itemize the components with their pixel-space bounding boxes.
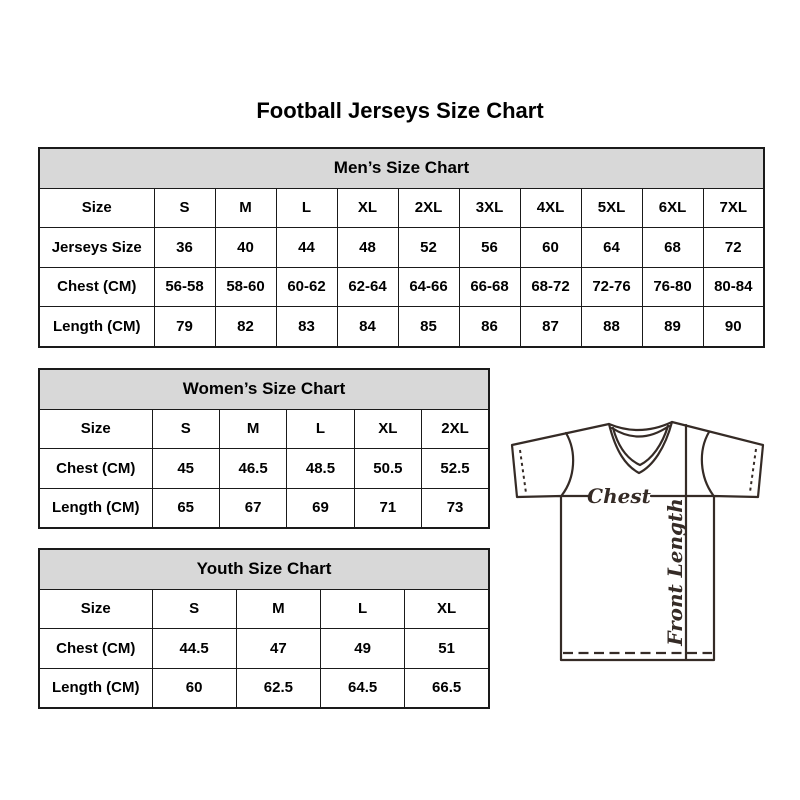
womens-table-title: Women’s Size Chart xyxy=(39,369,489,409)
cell: 83 xyxy=(276,307,337,347)
row-label: Size xyxy=(39,188,154,228)
cell: 84 xyxy=(337,307,398,347)
cell: 86 xyxy=(459,307,520,347)
cell: 52.5 xyxy=(422,449,489,489)
cell: 62.5 xyxy=(236,668,320,708)
cell: 5XL xyxy=(581,188,642,228)
cell: 60 xyxy=(152,668,236,708)
cell: 7XL xyxy=(703,188,764,228)
row-label: Length (CM) xyxy=(39,488,152,528)
row-label: Length (CM) xyxy=(39,668,152,708)
cell: 56 xyxy=(459,228,520,268)
cell: M xyxy=(219,409,286,449)
cell: 48.5 xyxy=(287,449,354,489)
mens-size-table xyxy=(38,147,765,348)
row-label: Jerseys Size xyxy=(39,228,154,268)
row-label: Size xyxy=(39,589,152,629)
cell: 3XL xyxy=(459,188,520,228)
cell: 80-84 xyxy=(703,267,764,307)
cell: L xyxy=(276,188,337,228)
cell: 68-72 xyxy=(520,267,581,307)
cell: M xyxy=(236,589,320,629)
cell: 60 xyxy=(520,228,581,268)
youth-size-table xyxy=(38,548,490,709)
cell: 85 xyxy=(398,307,459,347)
cell: 58-60 xyxy=(215,267,276,307)
cell: S xyxy=(152,409,219,449)
cell: 36 xyxy=(154,228,215,268)
cell: 44.5 xyxy=(152,629,236,669)
cell: 4XL xyxy=(520,188,581,228)
row-label: Length (CM) xyxy=(39,307,154,347)
row-label: Chest (CM) xyxy=(39,449,152,489)
page-title: Football Jerseys Size Chart xyxy=(256,98,544,123)
left-cuff-dashed-line xyxy=(520,450,526,493)
cell: 73 xyxy=(422,488,489,528)
jersey-outline xyxy=(512,422,763,660)
cell: 2XL xyxy=(422,409,489,449)
row-label: Chest (CM) xyxy=(39,629,152,669)
cell: 40 xyxy=(215,228,276,268)
cell: 2XL xyxy=(398,188,459,228)
cell: 48 xyxy=(337,228,398,268)
cell: 64 xyxy=(581,228,642,268)
cell: 88 xyxy=(581,307,642,347)
cell: S xyxy=(152,589,236,629)
table-header-row xyxy=(39,369,489,409)
cell: XL xyxy=(354,409,421,449)
cell: 82 xyxy=(215,307,276,347)
cell: 46.5 xyxy=(219,449,286,489)
cell: 45 xyxy=(152,449,219,489)
cell: S xyxy=(154,188,215,228)
cell: 52 xyxy=(398,228,459,268)
cell: 65 xyxy=(152,488,219,528)
table-row xyxy=(39,668,489,708)
left-armhole-seam xyxy=(562,433,573,495)
mens-table-title: Men’s Size Chart xyxy=(39,148,764,188)
cell: 76-80 xyxy=(642,267,703,307)
right-armhole-seam xyxy=(702,432,713,495)
cell: 72-76 xyxy=(581,267,642,307)
cell: XL xyxy=(405,589,489,629)
table-row xyxy=(39,449,489,489)
table-row xyxy=(39,409,489,449)
cell: 87 xyxy=(520,307,581,347)
cell: 49 xyxy=(321,629,405,669)
cell: 72 xyxy=(703,228,764,268)
cell: 90 xyxy=(703,307,764,347)
cell: 64-66 xyxy=(398,267,459,307)
jersey-diagram xyxy=(500,400,780,680)
cell: 64.5 xyxy=(321,668,405,708)
cell: L xyxy=(321,589,405,629)
cell: 66.5 xyxy=(405,668,489,708)
table-row xyxy=(39,589,489,629)
table-row xyxy=(39,488,489,528)
cell: 60-62 xyxy=(276,267,337,307)
cell: 50.5 xyxy=(354,449,421,489)
womens-size-table xyxy=(38,368,490,529)
table-header-row xyxy=(39,549,489,589)
table-row xyxy=(39,267,764,307)
cell: 56-58 xyxy=(154,267,215,307)
cell: XL xyxy=(337,188,398,228)
table-row xyxy=(39,629,489,669)
cell: 62-64 xyxy=(337,267,398,307)
cell: M xyxy=(215,188,276,228)
cell: 51 xyxy=(405,629,489,669)
cell: 71 xyxy=(354,488,421,528)
youth-table-title: Youth Size Chart xyxy=(39,549,489,589)
cell: 89 xyxy=(642,307,703,347)
cell: 44 xyxy=(276,228,337,268)
cell: 66-68 xyxy=(459,267,520,307)
cell: L xyxy=(287,409,354,449)
row-label: Chest (CM) xyxy=(39,267,154,307)
right-cuff-dashed-line xyxy=(750,449,756,492)
cell: 6XL xyxy=(642,188,703,228)
front-length-measure-label: Front Length xyxy=(663,498,687,646)
cell: 68 xyxy=(642,228,703,268)
cell: 69 xyxy=(287,488,354,528)
row-label: Size xyxy=(39,409,152,449)
table-row xyxy=(39,188,764,228)
table-row xyxy=(39,307,764,347)
cell: 47 xyxy=(236,629,320,669)
chest-measure-label: Chest xyxy=(587,484,651,508)
cell: 67 xyxy=(219,488,286,528)
table-header-row xyxy=(39,148,764,188)
table-row xyxy=(39,228,764,268)
cell: 79 xyxy=(154,307,215,347)
